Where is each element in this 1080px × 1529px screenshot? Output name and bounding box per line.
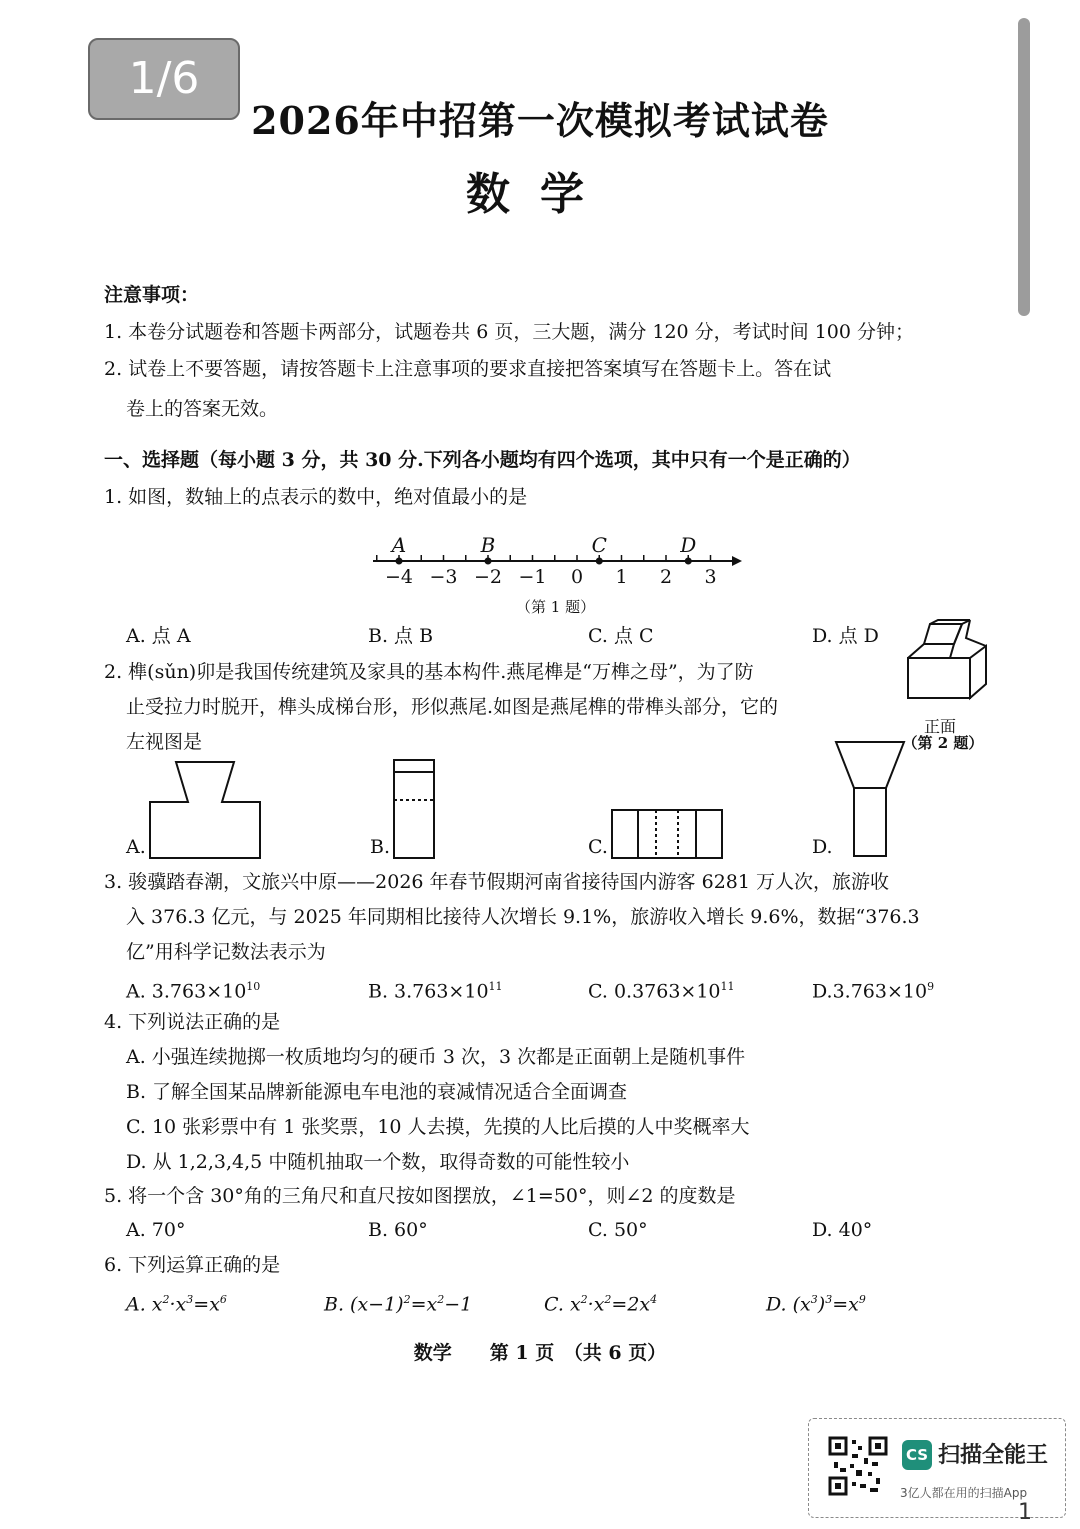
q2-option-b-label: B. <box>370 836 391 858</box>
number-line-tick-label: −2 <box>473 566 503 588</box>
q4-option-b: B. 了解全国某品牌新能源电车电池的衰减情况适合全面调查 <box>126 1081 628 1103</box>
number-line-point-label: D <box>680 533 697 557</box>
number-line-tick-label: 1 <box>615 566 628 588</box>
q5-option-a: A. 70° <box>126 1219 186 1241</box>
q2-caption: （第 2 题） <box>902 734 984 752</box>
page-footer: 数学 第 1 页 （共 6 页） <box>413 1342 667 1364</box>
q2-figure-label: 正面 <box>923 717 956 736</box>
q2-option-a-label: A. <box>126 836 146 858</box>
q3-option-c: C. $0.3763\times 10^{11}$ <box>588 980 735 1003</box>
camscanner-name: 扫描全能王 <box>938 1443 1049 1468</box>
dovetail-joint-figure <box>900 618 1000 708</box>
exam-title: 2026年中招第一次模拟考试试卷 <box>251 98 829 143</box>
q6-stem: 6. 下列运算正确的是 <box>104 1254 281 1276</box>
q4-stem: 4. 下列说法正确的是 <box>104 1011 281 1033</box>
q3-line-1: 3. 骏骥踏春潮，文旅兴中原——2026 年春节假期河南省接待国内游客 6281 万人次，旅游收 <box>104 871 889 893</box>
q2-line-2: 止受拉力时脱开，榫头成梯台形，形似燕尾.如图是燕尾榫的带榫头部分，它的 <box>126 696 779 718</box>
q5-option-c: C. 50° <box>588 1219 648 1241</box>
notice-item-1: 1. 本卷分试题卷和答题卡两部分，试题卷共 6 页，三大题，满分 120 分，考试时间 100 分钟； <box>104 321 915 343</box>
q2-option-d-label: D. <box>812 836 833 858</box>
q3-line-3: 亿”用科学记数法表示为 <box>126 941 326 963</box>
q1-option-b: B. 点 B <box>368 625 434 647</box>
number-line-tick-label: −4 <box>384 566 414 588</box>
q1-option-c: C. 点 C <box>588 625 654 647</box>
number-line-point-a <box>396 558 403 565</box>
q2-line-1: 2. 榫(sǔn)卯是我国传统建筑及家具的基本构件.燕尾榫是“万榫之母”，为了防 <box>104 661 754 683</box>
notice-heading: 注意事项： <box>104 284 200 306</box>
q3-option-b: B. $3.763\times 10^{11}$ <box>368 980 503 1003</box>
subject-title: 数学 <box>466 169 614 220</box>
q1-caption: （第 1 题） <box>516 598 596 616</box>
number-line-tick-label: 0 <box>570 566 584 588</box>
qr-code-icon <box>828 1436 888 1496</box>
notice-item-2: 2. 试卷上不要答题，请按答题卡上注意事项的要求直接把答案填写在答题卡上。答在试 <box>104 358 832 380</box>
q2-line-3: 左视图是 <box>126 731 203 753</box>
number-line-tick-label: −1 <box>518 566 547 588</box>
q1-option-a: A. 点 A <box>126 625 191 647</box>
q6-option-d: D. $(x^3)^3=x^9$ <box>766 1293 866 1316</box>
q4-option-a: A. 小强连续抛掷一枚质地均匀的硬币 3 次，3 次都是正面朝上是随机事件 <box>126 1046 746 1068</box>
q6-option-c: C. $x^2\cdot x^2=2x^4$ <box>544 1293 658 1316</box>
q2-option-c-label: C. <box>588 836 608 858</box>
camscanner-tagline: 3亿人都在用的扫描App <box>900 1486 1028 1500</box>
scan-page-number: 1 <box>1018 1500 1032 1525</box>
number-line-arrow <box>732 556 742 566</box>
q3-option-d: $D.3.763\times 10^9$ <box>812 980 935 1003</box>
q2-option-b-figure[interactable] <box>392 758 438 860</box>
number-line-point-label: B <box>480 533 496 557</box>
page-badge: 1/6 <box>88 38 240 120</box>
q1-option-d: D. 点 D <box>812 625 879 647</box>
q5-option-d: D. 40° <box>812 1219 873 1241</box>
q3-line-2: 入 376.3 亿元，与 2025 年同期相比接待人次增长 9.1%，旅游收入增长 9.6%，数据“376.3 <box>126 906 920 928</box>
number-line-tick-label: 2 <box>659 566 673 588</box>
q4-option-d: D. 从 1,2,3,4,5 中随机抽取一个数，取得奇数的可能性较小 <box>126 1151 630 1173</box>
q4-option-c: C. 10 张彩票中有 1 张奖票，10 人去摸，先摸的人比后摸的人中奖概率大 <box>126 1116 750 1138</box>
notice-item-2-cont: 卷上的答案无效。 <box>126 398 279 420</box>
number-line-point-c <box>596 558 603 565</box>
q2-option-d-figure[interactable] <box>834 740 908 860</box>
number-line-point-d <box>685 558 692 565</box>
q6-option-a: A. $x^2\cdot x^3=x^6$ <box>126 1293 227 1316</box>
q6-option-b: B. $(x-1)^2=x^2-1$ <box>324 1293 473 1316</box>
q2-option-a-figure[interactable] <box>148 760 264 860</box>
q1-stem: 1. 如图，数轴上的点表示的数中，绝对值最小的是 <box>104 486 528 508</box>
number-line-point-label: A <box>391 533 407 557</box>
q5-stem: 5. 将一个含 30°角的三角尺和直尺按如图摆放，∠1=50°，则∠2 的度数是 <box>104 1185 736 1207</box>
number-line-tick-label: 3 <box>704 566 717 588</box>
number-line-point-label: C <box>591 533 607 557</box>
q5-option-b: B. 60° <box>368 1219 428 1241</box>
number-line-point-b <box>485 558 492 565</box>
section-heading: 一、选择题（每小题 3 分，共 30 分.下列各小题均有四个选项，其中只有一个是正确的） <box>104 449 861 471</box>
number-line-tick-label: −3 <box>429 566 458 588</box>
q2-option-c-figure[interactable] <box>610 808 726 860</box>
camscanner-logo: CS <box>902 1440 932 1470</box>
q3-option-a: A. $3.763\times 10^{10}$ <box>126 980 261 1003</box>
